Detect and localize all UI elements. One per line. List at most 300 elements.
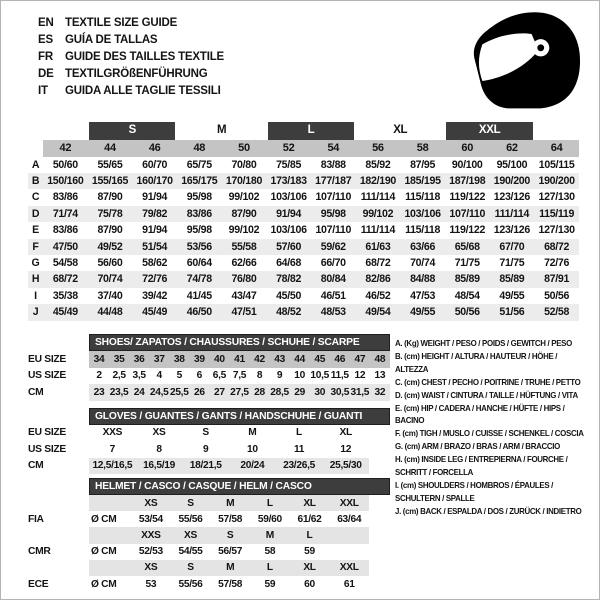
- measure-cell: 45/49: [132, 304, 177, 320]
- measure-row-G: [28, 255, 579, 271]
- value-cell: 59: [264, 578, 276, 590]
- helmet-size-row: [28, 495, 393, 511]
- value-cell: 29: [294, 386, 306, 398]
- measure-cell: 95/98: [311, 206, 356, 222]
- value-cell: 23,5: [109, 386, 129, 398]
- value-cell: 59/60: [257, 513, 282, 525]
- measure-cell: 87/90: [222, 206, 267, 222]
- value-cell: L: [306, 529, 313, 541]
- measure-cell: 64/68: [276, 256, 302, 269]
- value-cell: S: [187, 497, 194, 509]
- measure-cell: 57/60: [266, 239, 311, 255]
- value-cell: M: [265, 529, 274, 541]
- measure-cell: 49/54: [356, 304, 401, 320]
- measure-cell: 187/198: [445, 173, 490, 189]
- measure-cell: 111/114: [360, 191, 396, 204]
- measure-cell: 70/74: [88, 271, 133, 287]
- value-cell: 26: [193, 386, 205, 398]
- measure-cell: 87/91: [534, 271, 579, 287]
- value-cell: S: [187, 562, 194, 574]
- measure-cell: 58/62: [142, 256, 168, 269]
- measure-cell: 51/54: [132, 239, 177, 255]
- row-values: [89, 576, 369, 592]
- measure-cell: 74/78: [177, 271, 222, 287]
- row-values: [89, 351, 390, 368]
- measure-cell: 50/56: [544, 289, 570, 302]
- measure-cell: 115/118: [405, 224, 441, 237]
- size-group-l: L: [266, 122, 355, 140]
- value-cell: XS: [184, 529, 197, 541]
- measure-cell: 35/38: [52, 289, 78, 302]
- measure-cell: 49/55: [499, 289, 525, 302]
- measure-cell: 107/110: [315, 224, 352, 237]
- legend-item: F. (cm) TIGH / MUSLO / CUISSE / SCHENKEL / COSCIA: [395, 428, 584, 439]
- language-code: DE: [38, 68, 54, 81]
- value-cell: 63/64: [337, 513, 362, 525]
- measure-cell: 111/114: [490, 206, 535, 222]
- size-group-empty: [534, 122, 579, 140]
- row-letter: I: [34, 289, 37, 302]
- measure-cell: 49/52: [88, 239, 133, 255]
- value-cell: 55/56: [178, 578, 203, 590]
- helmet-row-fia: [28, 511, 393, 527]
- language-row: [38, 83, 224, 100]
- measure-cell: 55/65: [97, 158, 123, 171]
- size-row: [28, 425, 393, 442]
- measure-cell: 177/187: [311, 173, 356, 189]
- measure-cell: 85/89: [490, 271, 535, 287]
- size-row: [28, 441, 393, 458]
- value-cell: 52/53: [138, 546, 163, 558]
- numeric-size: 60: [445, 140, 490, 157]
- measure-cell: 60/64: [186, 256, 212, 269]
- unit-label: Ø CM: [91, 546, 117, 558]
- measure-cell: 182/190: [356, 173, 401, 189]
- language-label: TEXTILE SIZE GUIDE: [65, 16, 178, 29]
- value-cell: 9: [202, 443, 209, 455]
- measure-cell: 70/80: [231, 158, 257, 171]
- size-group-row: [28, 122, 579, 140]
- unit-label: Ø CM: [91, 578, 117, 590]
- row-letter: A: [31, 158, 40, 171]
- value-cell: 60: [304, 578, 315, 590]
- value-cell: 57/58: [218, 578, 243, 590]
- measure-cell: 75/85: [276, 158, 302, 171]
- size-row: [28, 458, 393, 475]
- size-group-xxl: XXL: [445, 122, 534, 140]
- measure-cell: 76/80: [222, 271, 267, 287]
- value-cell: XXL: [339, 562, 359, 574]
- measure-cell: 170/180: [222, 173, 267, 189]
- measure-cell: 45/50: [276, 289, 302, 302]
- row-values: [89, 511, 369, 527]
- legend-item: D. (cm) WAIST / CINTURA / TAILLE / HÜFTUNG / VITA: [395, 389, 578, 400]
- row-values: [89, 527, 369, 543]
- numeric-size: 44: [88, 140, 133, 157]
- measure-cell: 50/56: [445, 304, 490, 320]
- legend-item: H. (cm) INSIDE LEG / ENTREPIERNA / FOURCHE / SCHRITT / FORCELLA: [395, 454, 568, 478]
- value-cell: 13: [374, 370, 386, 382]
- numeric-size: 64: [534, 140, 579, 157]
- helmet-size-row: [28, 527, 393, 543]
- measure-cell: 190/200: [490, 173, 535, 189]
- value-cell: 61: [343, 578, 355, 590]
- value-cell: 46: [334, 353, 346, 365]
- language-code: IT: [38, 85, 48, 98]
- value-cell: 42: [254, 353, 265, 365]
- row-label: CM: [28, 460, 44, 472]
- measure-cell: 105/115: [538, 158, 575, 171]
- row-letter: H: [28, 271, 43, 287]
- value-cell: 54/55: [178, 546, 203, 558]
- size-row: [28, 351, 393, 368]
- value-cell: 58: [264, 546, 276, 558]
- numeric-size: 58: [400, 140, 445, 157]
- language-row: [38, 66, 224, 83]
- value-cell: 2,5: [112, 370, 126, 382]
- value-cell: L: [266, 562, 273, 574]
- measure-cell: 111/114: [360, 224, 396, 237]
- language-label: GUIDA ALLE TAGLIE TESSILI: [65, 85, 221, 98]
- value-cell: 53/54: [138, 513, 163, 525]
- row-values: [89, 560, 369, 576]
- value-cell: 9: [276, 370, 283, 382]
- value-cell: M: [226, 562, 235, 574]
- value-cell: 38: [173, 353, 185, 365]
- language-list: [38, 14, 224, 100]
- value-cell: 10: [294, 370, 306, 382]
- value-cell: XS: [144, 497, 158, 509]
- measure-cell: 127/130: [538, 191, 575, 204]
- row-letter: F: [28, 239, 43, 255]
- value-cell: XL: [339, 427, 352, 439]
- measure-cell: 72/76: [132, 271, 177, 287]
- row-values: [89, 368, 390, 385]
- value-cell: 12: [354, 370, 366, 382]
- legend-item: E. (cm) HIP / CADERA / HANCHE / HÜFTE / HIPS / BACINO: [395, 402, 565, 426]
- value-cell: 27,5: [230, 386, 249, 398]
- language-row: [38, 31, 224, 48]
- measure-cell: 68/72: [534, 239, 579, 255]
- helmet-table-title: HELMET / CASCO / CASQUE / HELM / CASCO: [89, 478, 390, 495]
- value-cell: 47: [354, 353, 366, 365]
- value-cell: 7,5: [232, 370, 247, 382]
- measure-cell: 41/45: [186, 289, 212, 302]
- measure-row-F: [28, 239, 579, 255]
- numeric-size: 46: [132, 140, 177, 157]
- shoes-table-title: SHOES/ ZAPATOS / CHAUSSURES / SCHUHE / SCARPE: [89, 334, 390, 351]
- numeric-size: 62: [490, 140, 535, 157]
- measure-cell: 155/165: [88, 173, 133, 189]
- value-cell: M: [248, 427, 257, 439]
- value-cell: 8: [256, 370, 263, 382]
- measure-cell: 99/102: [228, 191, 260, 204]
- numeric-size: 52: [266, 140, 311, 157]
- row-values: [89, 441, 369, 458]
- measure-cell: 83/86: [177, 206, 222, 222]
- measure-cell: 54/58: [52, 256, 78, 269]
- measure-cell: 50/60: [52, 158, 78, 171]
- numeric-size-row: [28, 140, 579, 157]
- value-cell: L: [266, 497, 273, 509]
- row-values: [89, 384, 390, 401]
- value-cell: 59: [304, 546, 315, 558]
- row-label: FIA: [28, 513, 44, 525]
- measure-cell: 56/60: [97, 256, 123, 269]
- measure-cell: 47/50: [43, 239, 88, 255]
- row-label: ECE: [28, 578, 49, 590]
- size-row: [28, 368, 393, 385]
- measure-cell: 48/53: [311, 304, 356, 320]
- measure-cell: 65/75: [186, 158, 212, 171]
- value-cell: 12,5/16,5: [92, 460, 133, 472]
- value-cell: 25,5/30: [329, 460, 362, 472]
- measure-cell: 80/84: [311, 271, 356, 287]
- measure-cell: 119/122: [449, 224, 486, 237]
- measure-cell: 79/82: [132, 206, 177, 222]
- measure-cell: 83/88: [320, 158, 346, 171]
- value-cell: 24,5: [149, 386, 169, 398]
- value-cell: XS: [144, 562, 158, 574]
- language-row: [38, 48, 224, 65]
- measure-row-H: [28, 271, 579, 287]
- value-cell: 34: [93, 353, 105, 365]
- measure-cell: 82/86: [356, 271, 401, 287]
- measure-cell: 165/175: [177, 173, 222, 189]
- measure-cell: 43/47: [231, 289, 257, 302]
- measure-cell: 51/56: [490, 304, 535, 320]
- legend-item: C. (cm) CHEST / PECHO / POITRINE / TRUHE / PETTO: [395, 376, 581, 387]
- language-row: [38, 14, 224, 31]
- measure-cell: 55/58: [222, 239, 267, 255]
- row-label: US SIZE: [28, 443, 66, 455]
- row-letter: E: [32, 224, 39, 237]
- value-cell: 31,5: [350, 386, 370, 398]
- measure-cell: 45/49: [43, 304, 88, 320]
- measure-cell: 119/122: [449, 191, 486, 204]
- measure-cell: 61/63: [356, 239, 401, 255]
- measure-cell: 107/110: [315, 191, 352, 204]
- textile-size-table: [28, 122, 579, 321]
- row-letter: C: [31, 191, 40, 204]
- measure-cell: 52/58: [534, 304, 579, 320]
- measure-cell: 65/68: [445, 239, 490, 255]
- value-cell: 6: [196, 370, 203, 382]
- value-cell: 28: [254, 386, 265, 398]
- measure-cell: 107/110: [445, 206, 490, 222]
- value-cell: 56/57: [218, 546, 243, 558]
- measure-cell: 90/100: [451, 158, 483, 171]
- value-cell: XXL: [339, 497, 359, 509]
- measure-cell: 71/74: [43, 206, 88, 222]
- measure-cell: 68/72: [365, 256, 391, 269]
- value-cell: 16,5/19: [143, 460, 175, 472]
- value-cell: 44: [294, 353, 306, 365]
- value-cell: 11: [293, 443, 305, 455]
- measure-cell: 87/90: [97, 224, 123, 237]
- value-cell: S: [202, 427, 209, 439]
- row-values: [89, 458, 369, 475]
- value-cell: 10,5: [310, 370, 330, 382]
- measure-cell: 123/126: [493, 191, 530, 204]
- numeric-size: 54: [311, 140, 356, 157]
- helmet-row-ece: [28, 576, 393, 592]
- numeric-size: 48: [177, 140, 222, 157]
- helmet-row-cmr: [28, 544, 393, 560]
- measure-cell: 185/195: [400, 173, 445, 189]
- value-cell: S: [226, 529, 234, 541]
- measure-row-B: [28, 173, 579, 189]
- language-code: ES: [38, 33, 53, 46]
- value-cell: 48: [374, 353, 386, 365]
- measure-cell: 95/98: [186, 191, 212, 204]
- measure-row-E: [28, 222, 579, 238]
- value-cell: 36: [133, 353, 145, 365]
- value-cell: XXS: [102, 427, 123, 439]
- language-code: EN: [38, 16, 54, 29]
- measure-cell: 75/78: [88, 206, 133, 222]
- value-cell: 40: [214, 353, 225, 365]
- measure-cell: 48/52: [266, 304, 311, 320]
- measure-cell: 95/100: [496, 158, 528, 171]
- measure-cell: 71/75: [499, 256, 525, 269]
- value-cell: 55/56: [178, 513, 203, 525]
- shoes-rows: [28, 351, 393, 401]
- value-cell: 43: [274, 353, 285, 365]
- measure-cell: 190/200: [534, 173, 579, 189]
- measure-cell: 44/48: [88, 304, 133, 320]
- measure-cell: 83/86: [52, 191, 78, 204]
- row-label: EU SIZE: [28, 427, 66, 439]
- value-cell: 6,5: [212, 370, 227, 382]
- value-cell: 45: [314, 353, 326, 365]
- measure-cell: 115/119: [534, 206, 579, 222]
- row-letter: J: [28, 304, 43, 320]
- gloves-table-title: GLOVES / GUANTES / GANTS / HANDSCHUHE / GUANTI: [89, 408, 390, 425]
- language-label: GUIDE DES TAILLES TEXTILE: [65, 50, 224, 63]
- size-row: [28, 384, 393, 401]
- value-cell: XS: [152, 427, 166, 439]
- language-label: TEXTILGRÖßENFÜHRUNG: [65, 68, 208, 81]
- row-letter: G: [31, 256, 40, 269]
- value-cell: 4: [156, 370, 162, 382]
- measure-cell: 91/94: [142, 224, 168, 237]
- value-cell: 53: [145, 578, 157, 590]
- measure-row-A: [28, 157, 579, 173]
- measure-row-J: [28, 304, 579, 320]
- measure-cell: 48/54: [454, 289, 480, 302]
- legend-item: G. (cm) ARM / BRAZO / BRAS / ARM / BRACCIO: [395, 441, 560, 452]
- value-cell: 30,5: [330, 386, 350, 398]
- language-code: FR: [38, 50, 53, 63]
- measure-row-D: [28, 206, 579, 222]
- measure-row-C: [28, 189, 579, 205]
- helmet-icon: [469, 10, 585, 113]
- measure-cell: 127/130: [538, 224, 575, 237]
- measure-cell: 78/82: [266, 271, 311, 287]
- row-letter: B: [28, 173, 43, 189]
- value-cell: 32: [374, 386, 386, 398]
- measure-cell: 47/53: [410, 289, 436, 302]
- helmet-size-row: [28, 560, 393, 576]
- legend-item: B. (cm) HEIGHT / ALTURA / HAUTEUR / HÖHE / ALTEZZA: [395, 350, 558, 374]
- measure-cell: 173/183: [266, 173, 311, 189]
- measure-cell: 70/74: [410, 256, 436, 269]
- measurement-legend: [395, 337, 586, 518]
- size-group-empty: [28, 122, 88, 140]
- measure-cell: 160/170: [132, 173, 177, 189]
- numeric-size: 42: [43, 140, 88, 157]
- legend-item: A. (Kg) WEIGHT / PESO / POIDS / GEWITCH / PESO: [395, 338, 572, 348]
- measure-cell: 60/70: [142, 158, 168, 171]
- measure-cell: 103/106: [270, 224, 307, 237]
- row-label: CMR: [28, 546, 51, 558]
- measure-cell: 83/86: [52, 224, 78, 237]
- value-cell: 23: [93, 386, 105, 398]
- numeric-size: 56: [356, 140, 401, 157]
- size-group-m: M: [216, 124, 227, 136]
- value-cell: M: [226, 497, 235, 509]
- value-cell: 23/26,5: [283, 460, 315, 472]
- unit-label: Ø CM: [91, 513, 117, 525]
- value-cell: 39: [193, 353, 205, 365]
- value-cell: XXS: [141, 529, 161, 541]
- value-cell: 30: [314, 386, 326, 398]
- value-cell: 57/58: [218, 513, 243, 525]
- legend-item: J. (cm) BACK / ESPALDA / DOS / ZURÜCK / INDIETRO: [395, 505, 582, 516]
- value-cell: 25,5: [169, 386, 189, 398]
- helmet-rows: [28, 495, 393, 592]
- measure-cell: 66/70: [320, 256, 346, 269]
- value-cell: 28,5: [270, 386, 289, 398]
- measure-cell: 67/70: [490, 239, 535, 255]
- measure-cell: 59/62: [311, 239, 356, 255]
- value-cell: 8: [156, 443, 162, 455]
- value-cell: 3,5: [132, 370, 146, 382]
- measure-cell: 99/102: [356, 206, 401, 222]
- measure-cell: 46/52: [365, 289, 391, 302]
- measure-cell: 46/50: [177, 304, 222, 320]
- measure-cell: 91/94: [142, 191, 168, 204]
- language-label: GUÍA DE TALLAS: [65, 33, 158, 46]
- measure-cell: 103/106: [270, 191, 307, 204]
- row-label: EU SIZE: [28, 353, 66, 365]
- size-group-s: S: [88, 122, 177, 140]
- value-cell: 41: [234, 353, 245, 365]
- value-cell: L: [296, 427, 302, 439]
- value-cell: 27: [214, 386, 225, 398]
- measure-cell: 71/75: [454, 256, 480, 269]
- value-cell: 11,5: [330, 370, 349, 382]
- measure-cell: 49/55: [400, 304, 445, 320]
- measure-cell: 39/42: [142, 289, 168, 302]
- value-cell: XL: [303, 562, 316, 574]
- measure-cell: 63/66: [400, 239, 445, 255]
- measure-cell: 46/51: [320, 289, 346, 302]
- measure-cell: 87/95: [410, 158, 436, 171]
- measure-cell: 85/89: [445, 271, 490, 287]
- measure-cell: 95/98: [186, 224, 212, 237]
- value-cell: XL: [303, 497, 316, 509]
- measure-cell: 103/106: [400, 206, 445, 222]
- measure-cell: 115/118: [405, 191, 441, 204]
- measure-cell: 91/94: [266, 206, 311, 222]
- value-cell: 24: [133, 386, 145, 398]
- row-values: [89, 544, 369, 560]
- value-cell: 37: [153, 353, 165, 365]
- size-group-xl: XL: [393, 124, 408, 136]
- row-values: [89, 495, 369, 511]
